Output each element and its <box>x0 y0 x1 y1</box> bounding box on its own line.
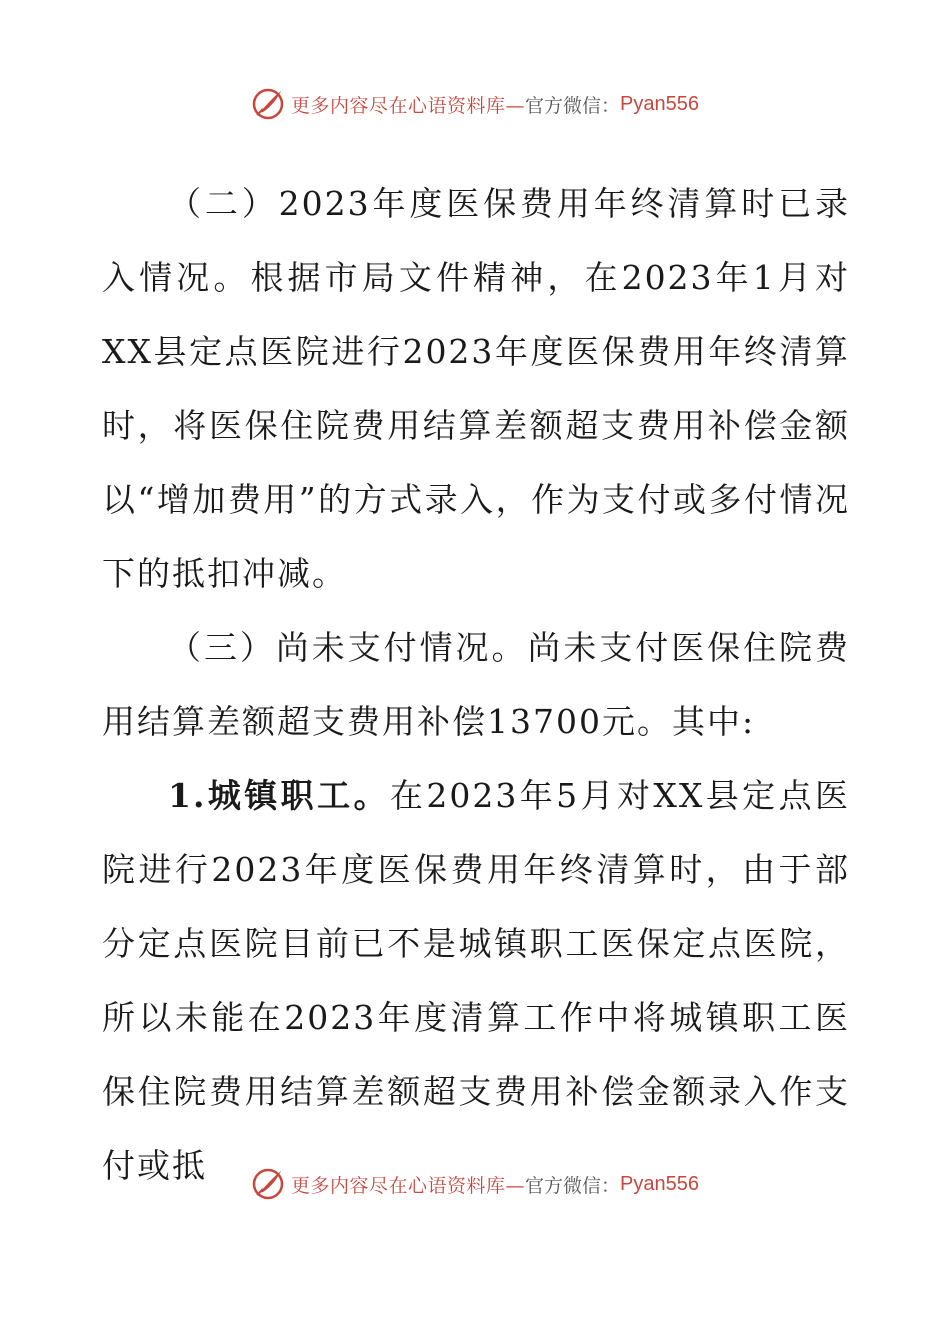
paragraph-text: （三）尚未支付情况。尚未支付医保住院费用结算差额超支费用补偿13700元。其中: <box>102 628 850 741</box>
watermark-header <box>0 84 950 124</box>
watermark-text: 更多内容尽在心语资料库— <box>291 94 526 117</box>
document-body <box>102 167 850 1203</box>
watermark-wechat-label: 官方微信： <box>525 94 621 117</box>
paragraph-unpaid <box>102 611 850 759</box>
watermark-wechat-id: Pyan556 <box>620 1172 699 1195</box>
paragraph-bold-lead: 1.城镇职工。 <box>168 776 390 815</box>
quill-logo-icon <box>251 1167 285 1201</box>
paragraph-settlement-recorded <box>102 167 850 611</box>
paragraph-text: （二）2023年度医保费用年终清算时已录入情况。根据市局文件精神，在2023年1月对XX县定点医院进行2023年度医保费用年终清算时，将医保住院费用结算差额超支费用补偿金额以“增加费用”的方式录入，作为支付或多付情况下的抵扣冲减。 <box>102 184 850 593</box>
paragraph-text: 在2023年5月对XX县定点医院进行2023年度医保费用年终清算时，由于部分定点医院目前已不是城镇职工医保定点医院，所以未能在2023年度清算工作中将城镇职工医保住院费用结算差额超支费用补偿金额录入作支付或抵 <box>102 776 850 1185</box>
watermark-text: 更多内容尽在心语资料库— <box>291 1174 526 1197</box>
paragraph-urban-employees <box>102 759 850 1203</box>
watermark-wechat-id: Pyan556 <box>620 92 699 115</box>
watermark-wechat-label: 官方微信： <box>525 1174 621 1197</box>
quill-logo-icon <box>251 87 285 121</box>
watermark-footer <box>0 1164 950 1204</box>
